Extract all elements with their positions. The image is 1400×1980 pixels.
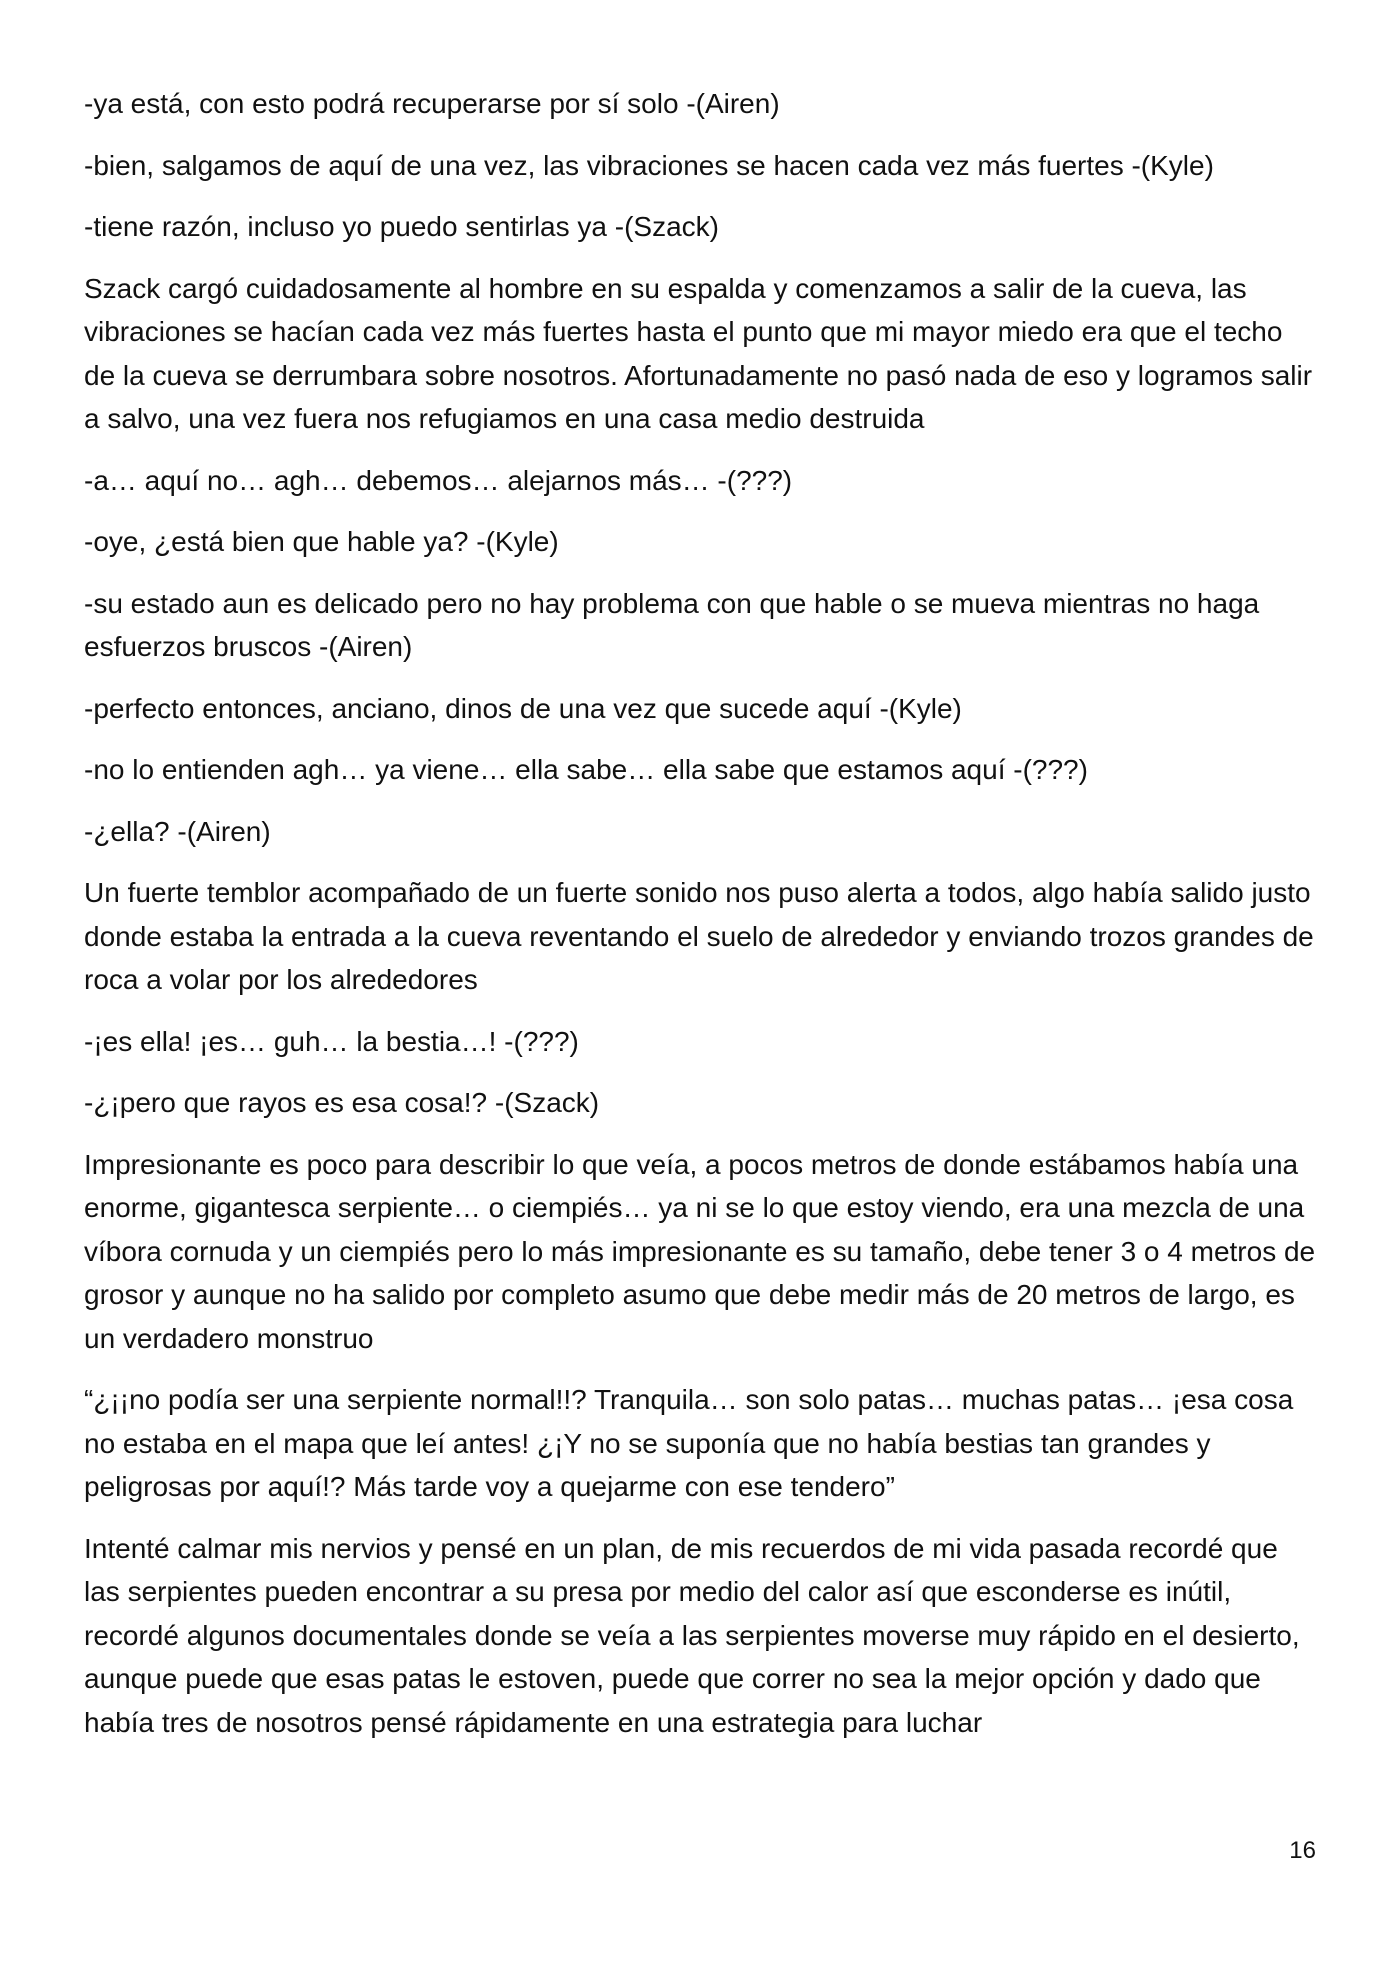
body-text <box>84 82 1316 1762</box>
dialogue-line-airen: -¿ella? -(Airen) <box>84 815 271 847</box>
dialogue-line-kyle: -bien, salgamos de aquí de una vez, las vibraciones se hacen cada vez más fuertes -(Kyle) <box>84 149 1214 181</box>
dialogue-line-szack: -¿¡pero que rayos es esa cosa!? -(Szack) <box>84 1087 600 1118</box>
narration-paragraph: Un fuerte temblor acompañado de un fuerte sonido nos puso alerta a todos, algo había salido justo donde estaba la entrada a la cueva reventando el suelo de alrededor y enviando trozos grandes de roca a volar por los alrededores <box>84 877 1314 995</box>
narration-paragraph: Impresionante es poco para describir lo que veía, a pocos metros de donde estábamos había una enorme, gigantesca serpiente… o ciempiés… ya ni se lo que estoy viendo, era una mezcla de una víbora cornuda y un ciempiés pero lo más impresionante es su tamaño, debe tener 3 o 4 metros de grosor y aunque no ha salido por completo asumo que debe medir más de 20 metros de largo, es un verdadero monstruo <box>84 1148 1316 1354</box>
narration-paragraph: Szack cargó cuidadosamente al hombre en su espalda y comenzamos a salir de la cueva, las vibraciones se hacían cada vez más fuertes hasta el punto que mi mayor miedo era que el techo de la cueva se derrumbara sobre nosotros. Afortunadamente no pasó nada de eso y logramos salir a salvo, una vez fuera nos refugiamos en una casa medio destruida <box>84 272 1313 434</box>
dialogue-line-airen: -su estado aun es delicado pero no hay problema con que hable o se mueva mientras no haga esfuerzos bruscos -(Airen) <box>84 587 1260 662</box>
page-number: 16 <box>1289 1837 1316 1864</box>
dialogue-line-unknown: -no lo entienden agh… ya viene… ella sabe… ella sabe que estamos aquí -(???) <box>84 754 1088 785</box>
dialogue-line-unknown: -a… aquí no… agh… debemos… alejarnos más… -(???) <box>84 464 793 496</box>
dialogue-line-unknown: -¡es ella! ¡es… guh… la bestia…! -(???) <box>84 1025 579 1057</box>
inner-thought-paragraph: “¿¡¡no podía ser una serpiente normal!!? Tranquila… son solo patas… muchas patas… ¡esa cosa no estaba en el mapa que leí antes! ¿¡Y no se suponía que no había bestias tan grandes y peligrosas por aquí!? Más tarde voy a quejarme con ese tendero” <box>84 1384 1294 1502</box>
dialogue-line-airen: -ya está, con esto podrá recuperarse por sí solo -(Airen) <box>84 88 780 119</box>
dialogue-line-szack: -tiene razón, incluso yo puedo sentirlas ya -(Szack) <box>84 211 719 242</box>
dialogue-line-kyle: -perfecto entonces, anciano, dinos de una vez que sucede aquí -(Kyle) <box>84 692 962 724</box>
dialogue-line-kyle: -oye, ¿está bien que hable ya? -(Kyle) <box>84 526 559 557</box>
narration-paragraph: Intenté calmar mis nervios y pensé en un plan, de mis recuerdos de mi vida pasada recordé que las serpientes pueden encontrar a su presa por medio del calor así que esconderse es inútil, recordé algunos documentales donde se veía a las serpientes moverse muy rápido en el desierto, aunque puede que esas patas le estoven, puede que correr no sea la mejor opción y dado que había tres de nosotros pensé rápidamente en una estrategia para luchar <box>84 1532 1300 1738</box>
